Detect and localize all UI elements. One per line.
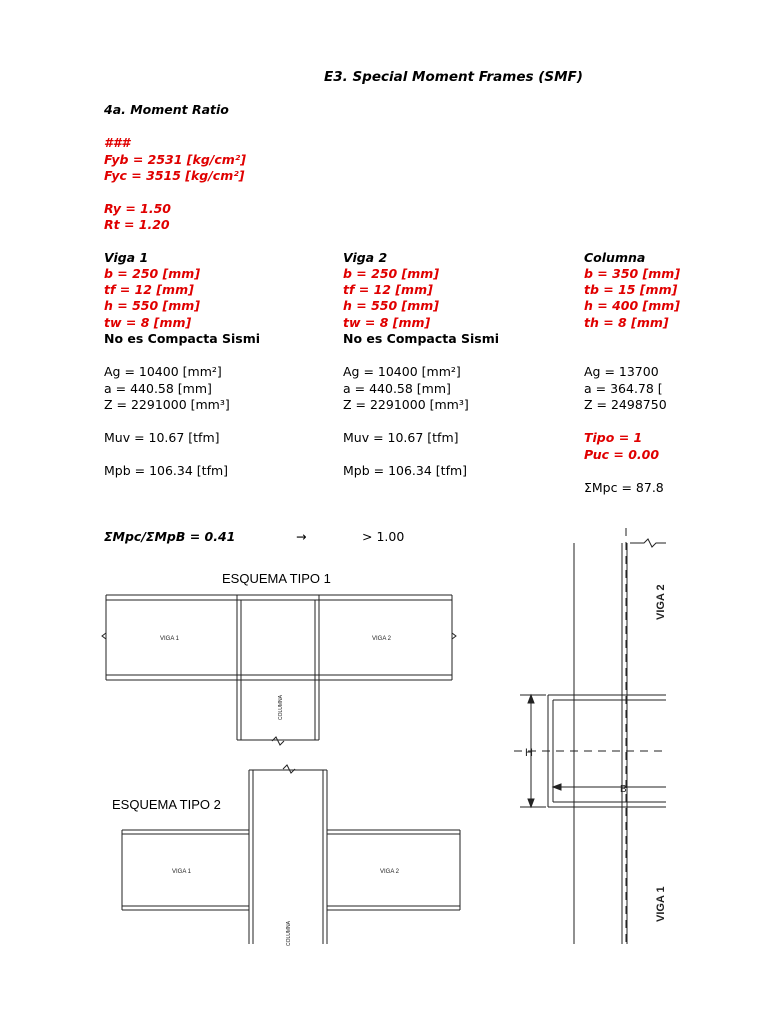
ratio-label: ΣMpc/ΣMpB = 0.41 bbox=[104, 529, 236, 544]
columna-tipo: Tipo = 1 bbox=[584, 430, 643, 445]
section-viga2-label: VIGA 2 bbox=[655, 584, 667, 620]
section-h-label: H bbox=[525, 747, 533, 759]
viga1-a: a = 440.58 [mm] bbox=[104, 381, 212, 396]
param-fyc: Fyc = 3515 [kg/cm²] bbox=[104, 168, 245, 183]
ratio-limit: > 1.00 bbox=[362, 529, 405, 544]
viga2-tw: tw = 8 [mm] bbox=[343, 315, 431, 330]
columna-a: a = 364.78 [ bbox=[584, 381, 663, 396]
columna-smpc: ΣMpc = 87.8 bbox=[584, 480, 664, 495]
viga1-tf: tf = 12 [mm] bbox=[104, 282, 194, 297]
viga2-mpb: Mpb = 106.34 [tfm] bbox=[343, 463, 468, 478]
viga1-header: Viga 1 bbox=[104, 250, 149, 265]
columna-h: h = 400 [mm] bbox=[584, 298, 680, 313]
viga2-tf: tf = 12 [mm] bbox=[343, 282, 433, 297]
esquema2-columna-label: COLUMNA bbox=[286, 920, 292, 946]
ratio-arrow: → bbox=[296, 529, 307, 544]
section-b-label: B bbox=[620, 784, 627, 795]
section-title: 4a. Moment Ratio bbox=[104, 102, 229, 117]
viga2-muv: Muv = 10.67 [tfm] bbox=[343, 430, 459, 445]
viga1-b: b = 250 [mm] bbox=[104, 266, 201, 281]
viga2-z: Z = 2291000 [mm³] bbox=[343, 397, 469, 412]
viga2-a: a = 440.58 [mm] bbox=[343, 381, 451, 396]
viga1-z: Z = 2291000 [mm³] bbox=[104, 397, 230, 412]
columna-b: b = 350 [mm] bbox=[584, 266, 681, 281]
viga2-b: b = 250 [mm] bbox=[343, 266, 440, 281]
viga2-h: h = 550 [mm] bbox=[343, 298, 439, 313]
esquema1-columna-label: COLUMNA bbox=[278, 694, 284, 720]
viga2-ag: Ag = 10400 [mm²] bbox=[343, 364, 461, 379]
esquema1-title: ESQUEMA TIPO 1 bbox=[222, 571, 331, 586]
columna-th: th = 8 [mm] bbox=[584, 315, 669, 330]
columna-puc: Puc = 0.00 bbox=[584, 447, 660, 462]
columna-z: Z = 2498750 bbox=[584, 397, 667, 412]
esquema1-viga1-label: VIGA 1 bbox=[160, 636, 180, 642]
param-fyb: Fyb = 2531 [kg/cm²] bbox=[104, 152, 246, 167]
param-ry: Ry = 1.50 bbox=[104, 201, 171, 216]
columna-ag: Ag = 13700 bbox=[584, 364, 659, 379]
viga2-status: No es Compacta Sismi bbox=[343, 331, 500, 346]
page-title: E3. Special Moment Frames (SMF) bbox=[324, 69, 583, 85]
esquema1-viga2-label: VIGA 2 bbox=[372, 636, 392, 642]
section-viga1-label: VIGA 1 bbox=[655, 886, 667, 922]
viga1-h: h = 550 [mm] bbox=[104, 298, 200, 313]
columna-tb: tb = 15 [mm] bbox=[584, 282, 678, 297]
esquema2-title: ESQUEMA TIPO 2 bbox=[112, 797, 221, 812]
columna-block bbox=[584, 250, 681, 500]
param-hash: ### bbox=[104, 135, 131, 150]
viga1-mpb: Mpb = 106.34 [tfm] bbox=[104, 463, 229, 478]
viga2-header: Viga 2 bbox=[343, 250, 388, 265]
viga1-ag: Ag = 10400 [mm²] bbox=[104, 364, 222, 379]
viga1-status: No es Compacta Sismi bbox=[104, 331, 261, 346]
viga1-muv: Muv = 10.67 [tfm] bbox=[104, 430, 220, 445]
esquema2-viga2-label: VIGA 2 bbox=[380, 869, 400, 875]
param-rt: Rt = 1.20 bbox=[104, 217, 170, 232]
viga1-tw: tw = 8 [mm] bbox=[104, 315, 192, 330]
esquema2-viga1-label: VIGA 1 bbox=[172, 869, 192, 875]
columna-header: Columna bbox=[584, 250, 646, 265]
